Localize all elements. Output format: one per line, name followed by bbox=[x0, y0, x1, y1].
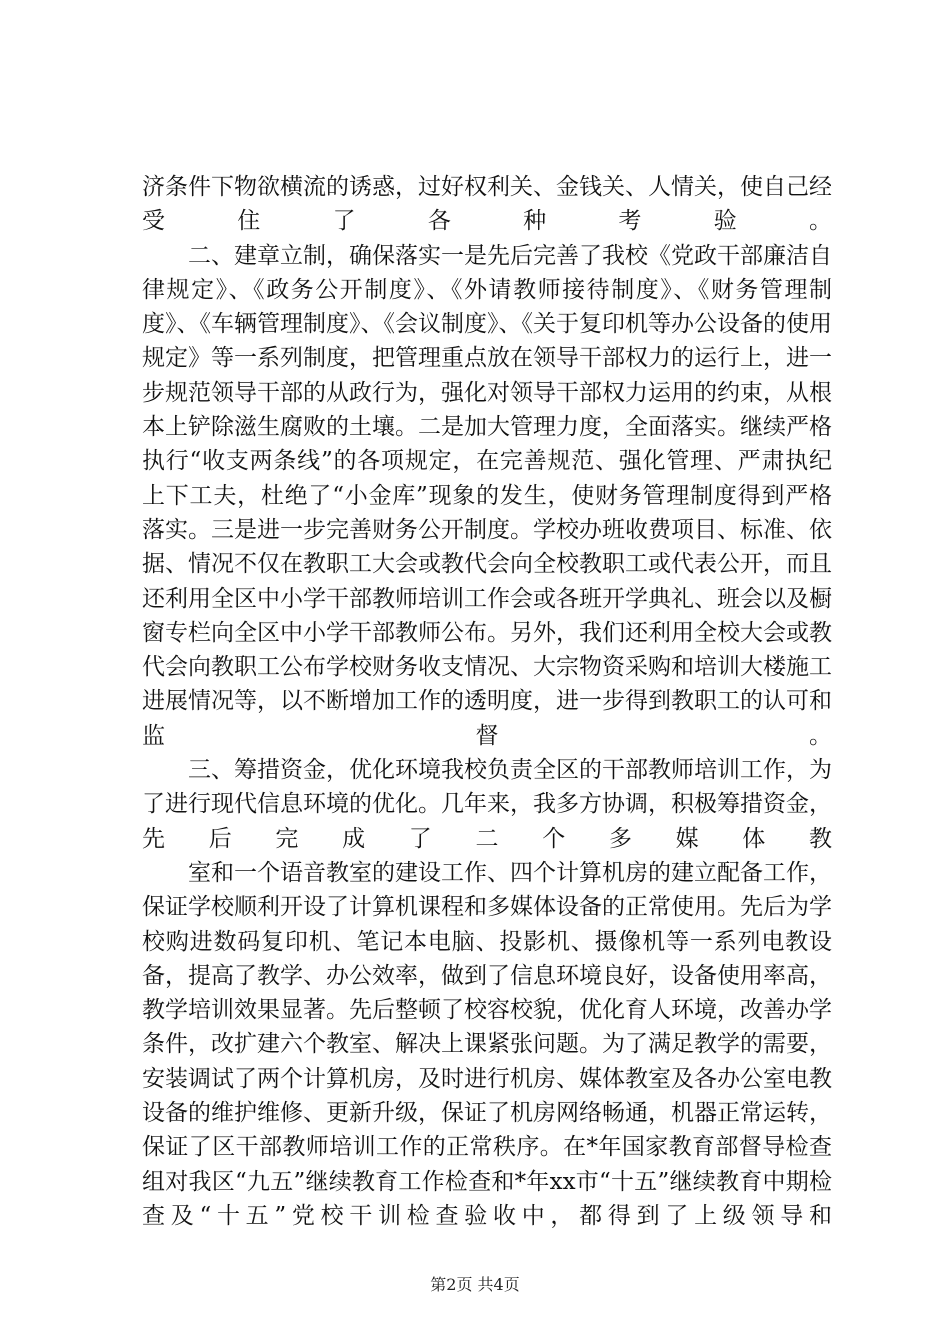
paragraph-continuation: 济条件下物欲横流的诱惑，过好权利关、金钱关、人情关，使自己经受住了各种考验。 bbox=[142, 174, 832, 235]
document-body bbox=[142, 170, 832, 1233]
page-number-footer: 第2页 共4页 bbox=[430, 1275, 520, 1294]
paragraph-section-three: 三、筹措资金，优化环境我校负责全区的干部教师培训工作，为了进行现代信息环境的优化。几年来，我多方协调，积极筹措资金，先后完成了二个多媒体教 bbox=[142, 757, 832, 852]
paragraph-section-two: 二、建章立制，确保落实一是先后完善了我校《党政干部廉洁自律规定》、《政务公开制度》、《外请教师接待制度》、《财务管理制度》、《车辆管理制度》、《会议制度》、《关于复印机等办公设备的使用规定》等一系列制度，把管理重点放在领导干部权力的运行上，进一步规范领导干部的从政行为，强化对领导干部权力运用的约束，从根本上铲除滋生腐败的土壤。二是加大管理力度，全面落实。继续严格执行“收支两条线”的各项规定，在完善规范、强化管理、严肃执纪上下工夫，杜绝了“小金库”现象的发生，使财务管理制度得到严格落实。三是进一步完善财务公开制度。学校办班收费项目、标准、依据、情况不仅在教职工大会或教代会向全校教职工或代表公开，而且还利用全区中小学干部教师培训工作会或各班开学典礼、班会以及橱窗专栏向全区中小学干部教师公布。另外，我们还利用全校大会或教代会向教职工公布学校财务收支情况、大宗物资采购和培训大楼施工进展情况等，以不断增加工作的透明度，进一步得到教职工的认可和监督。 bbox=[142, 242, 832, 749]
paragraph-section-three-continued: 室和一个语音教室的建设工作、四个计算机房的建立配备工作，保证学校顺利开设了计算机课程和多媒体设备的正常使用。先后为学校购进数码复印机、笔记本电脑、投影机、摄像机等一系列电教设备，提高了教学、办公效率，做到了信息环境良好，设备使用率高，教学培训效果显著。先后整顿了校容校貌，优化育人环境，改善办学条件，改扩建六个教室、解决上课紧张问题。为了满足教学的需要，安装调试了两个计算机房，及时进行机房、媒体教室及各办公室电教设备的维护维修、更新升级，保证了机房网络畅通，机器正常运转，保证了区干部教师培训工作的正常秩序。在*年国家教育部督导检查组对我区“九五”继续教育工作检查和*年xx市“十五”继续教育中期检查及“十五”党校干训检查验收中，都得到了上级领导和 bbox=[142, 859, 832, 1229]
